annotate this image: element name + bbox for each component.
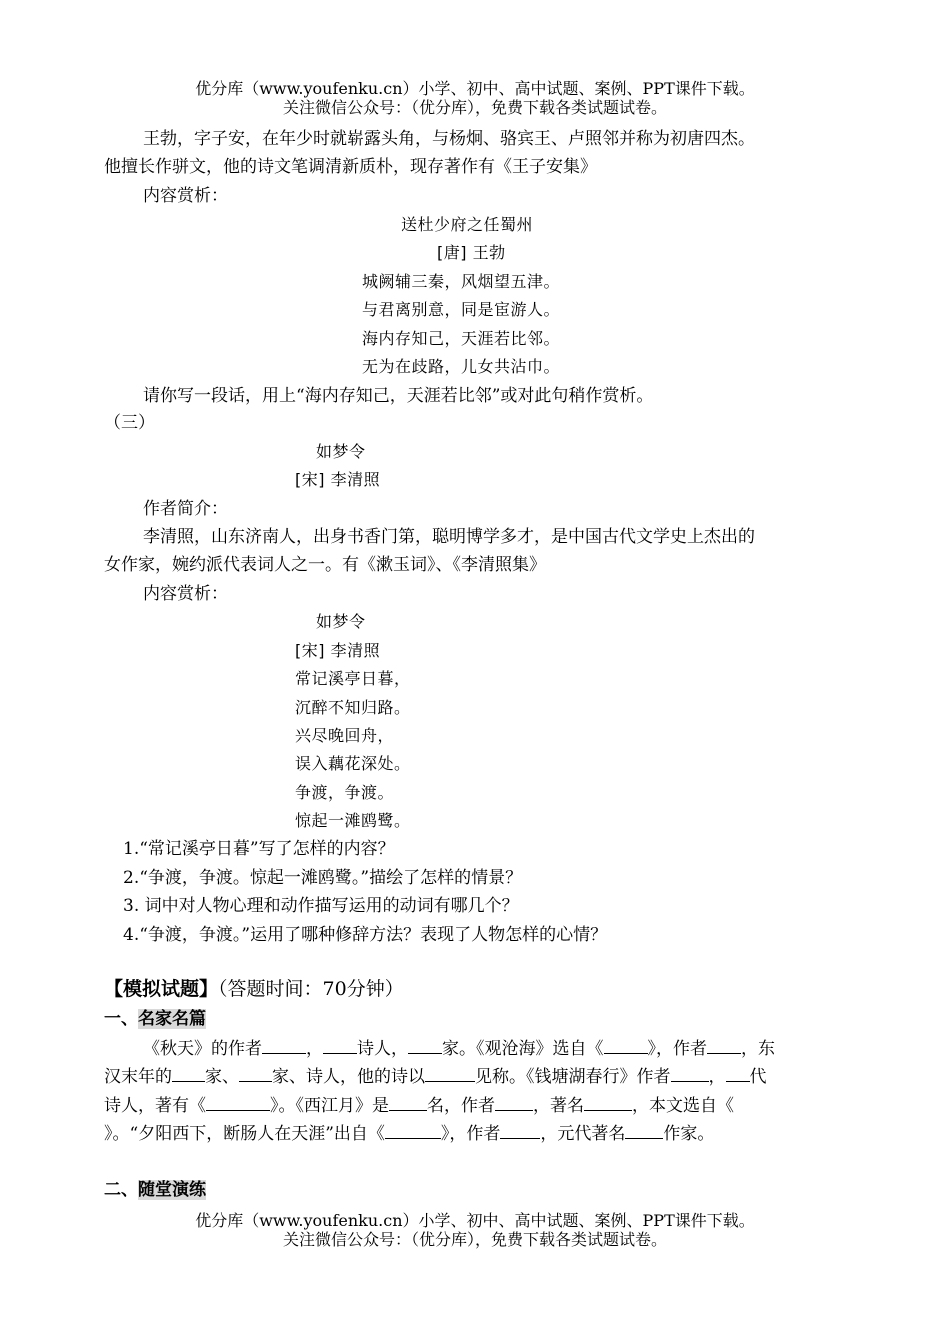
answer-blank[interactable] bbox=[625, 1121, 663, 1139]
section-2-title: 随堂演练 bbox=[138, 1180, 206, 1200]
fill-text: 诗人， bbox=[357, 1039, 408, 1059]
wangbo-task: 请你写一段话，用上“海内存知己，天涯若比邻”或对此句稍作赏析。 bbox=[143, 386, 654, 406]
fill-line-4 bbox=[104, 1121, 714, 1146]
section-2-number: 二、 bbox=[104, 1180, 138, 1200]
ci-title: 如梦令 bbox=[316, 442, 366, 461]
wangbo-intro-line-2: 他擅长作骈文，他的诗文笔调清新质朴，现存著作有《王子安集》 bbox=[104, 157, 597, 177]
fill-text: ， bbox=[306, 1039, 323, 1059]
answer-blank[interactable] bbox=[389, 1093, 427, 1111]
bio-line-2: 女作家，婉约派代表词人之一。有《漱玉词》、《李清照集》 bbox=[104, 555, 546, 575]
answer-blank[interactable] bbox=[385, 1121, 441, 1139]
mock-test-time: （答题时间：70分钟） bbox=[218, 978, 404, 1000]
fill-text: 家、 bbox=[205, 1067, 239, 1087]
ci-author: [宋] 李清照 bbox=[295, 470, 381, 489]
fill-line-3 bbox=[104, 1093, 734, 1118]
wangbo-poem-line: 城阙辅三秦，风烟望五津。 bbox=[362, 272, 561, 291]
ci-poem-line: 争渡，争渡。 bbox=[295, 783, 395, 802]
section-3-label: （三） bbox=[104, 413, 155, 433]
ci-poem-line: 误入藕花深处。 bbox=[295, 754, 411, 773]
fill-text: 》，作者 bbox=[440, 1124, 501, 1144]
wangbo-poem-line: 与君离别意，同是宦游人。 bbox=[362, 300, 561, 319]
fill-text: ，著名 bbox=[533, 1096, 584, 1116]
bio-line-1: 李清照，山东济南人，出身书香门第，聪明博学多才，是中国古代文学史上杰出的 bbox=[143, 527, 755, 547]
answer-blank[interactable] bbox=[172, 1064, 205, 1082]
section-2-heading bbox=[104, 1178, 206, 1202]
ci-poem-author: [宋] 李清照 bbox=[295, 641, 381, 660]
fill-text: 名，作者 bbox=[427, 1096, 495, 1116]
answer-blank[interactable] bbox=[726, 1064, 750, 1082]
fill-text: 见称。《钱塘湖春行》作者 bbox=[475, 1067, 671, 1087]
answer-blank[interactable] bbox=[425, 1064, 475, 1082]
fill-text: 》，作者 bbox=[647, 1039, 707, 1059]
section-1-number: 一、 bbox=[104, 1009, 138, 1029]
fill-line-1 bbox=[143, 1036, 775, 1061]
answer-blank[interactable] bbox=[584, 1093, 632, 1111]
wangbo-poem-line: 无为在歧路，儿女共沾巾。 bbox=[362, 357, 561, 376]
fill-line-2 bbox=[104, 1064, 767, 1089]
question-4: 4.“争渡，争渡。”运用了哪种修辞方法？表现了人物怎样的心情？ bbox=[123, 925, 608, 945]
fill-text: 》。《西江月》是 bbox=[270, 1096, 389, 1116]
header-line-1: 优分库（www.youfenku.cn）小学、初中、高中试题、案例、PPT课件下载。 bbox=[195, 79, 755, 98]
answer-blank[interactable] bbox=[604, 1036, 648, 1054]
fill-text: 家、诗人，他的诗以 bbox=[272, 1067, 425, 1087]
header-line-2: 关注微信公众号：（优分库），免费下载各类试题试卷。 bbox=[282, 98, 667, 117]
footer-line-1: 优分库（www.youfenku.cn）小学、初中、高中试题、案例、PPT课件下载。 bbox=[195, 1211, 755, 1230]
answer-blank[interactable] bbox=[500, 1121, 540, 1139]
answer-blank[interactable] bbox=[671, 1064, 709, 1082]
fill-text: 汉末年的 bbox=[104, 1067, 172, 1087]
ci-poem-line: 常记溪亭日暮， bbox=[295, 669, 411, 688]
ci-poem-line: 兴尽晚回舟， bbox=[295, 726, 395, 745]
ci-appreciation-label: 内容赏析： bbox=[143, 584, 228, 604]
fill-text: ，东 bbox=[741, 1039, 775, 1059]
section-1-heading bbox=[104, 1007, 206, 1031]
answer-blank[interactable] bbox=[408, 1036, 442, 1054]
fill-text: 家。《观沧海》选自《 bbox=[442, 1039, 604, 1059]
wangbo-poem-author: [唐] 王勃 bbox=[437, 243, 506, 262]
section-1-title: 名家名篇 bbox=[138, 1009, 206, 1029]
wangbo-appreciation-label: 内容赏析： bbox=[143, 186, 228, 206]
question-2: 2.“争渡，争渡。惊起一滩鸥鹭。”描绘了怎样的情景？ bbox=[123, 868, 523, 888]
question-3: 3. 词中对人物心理和动作描写运用的动词有哪几个？ bbox=[123, 896, 519, 916]
wangbo-poem-title: 送杜少府之任蜀州 bbox=[401, 215, 534, 234]
mock-test-title: 【模拟试题】 bbox=[104, 978, 219, 1000]
fill-text: ， bbox=[708, 1067, 726, 1087]
ci-poem-line: 沉醉不知归路。 bbox=[295, 698, 411, 717]
answer-blank[interactable] bbox=[262, 1036, 306, 1054]
fill-text: ，本文选自《 bbox=[632, 1096, 734, 1116]
fill-text: 作家。 bbox=[663, 1124, 715, 1144]
mock-test-heading bbox=[104, 977, 404, 1001]
ci-poem-title: 如梦令 bbox=[316, 612, 366, 631]
wangbo-intro-line-1: 王勃，字子安，在年少时就崭露头角，与杨炯、骆宾王、卢照邻并称为初唐四杰。 bbox=[143, 129, 755, 149]
fill-text: 诗人，著有《 bbox=[104, 1096, 206, 1116]
answer-blank[interactable] bbox=[323, 1036, 357, 1054]
answer-blank[interactable] bbox=[239, 1064, 272, 1082]
fill-text: 《秋天》的作者 bbox=[143, 1039, 262, 1059]
fill-text: 代 bbox=[749, 1067, 767, 1087]
answer-blank[interactable] bbox=[206, 1093, 270, 1111]
wangbo-poem-line: 海内存知己，天涯若比邻。 bbox=[362, 329, 561, 348]
answer-blank[interactable] bbox=[495, 1093, 533, 1111]
answer-blank[interactable] bbox=[707, 1036, 741, 1054]
question-1: 1.“常记溪亭日暮”写了怎样的内容？ bbox=[123, 839, 395, 859]
fill-text: ，元代著名 bbox=[540, 1124, 626, 1144]
ci-poem-line: 惊起一滩鸥鹭。 bbox=[295, 811, 411, 830]
footer-line-2: 关注微信公众号：（优分库），免费下载各类试题试卷。 bbox=[282, 1230, 667, 1249]
bio-label: 作者简介： bbox=[143, 499, 228, 519]
fill-text: 》。“夕阳西下，断肠人在天涯”出自《 bbox=[104, 1124, 385, 1144]
